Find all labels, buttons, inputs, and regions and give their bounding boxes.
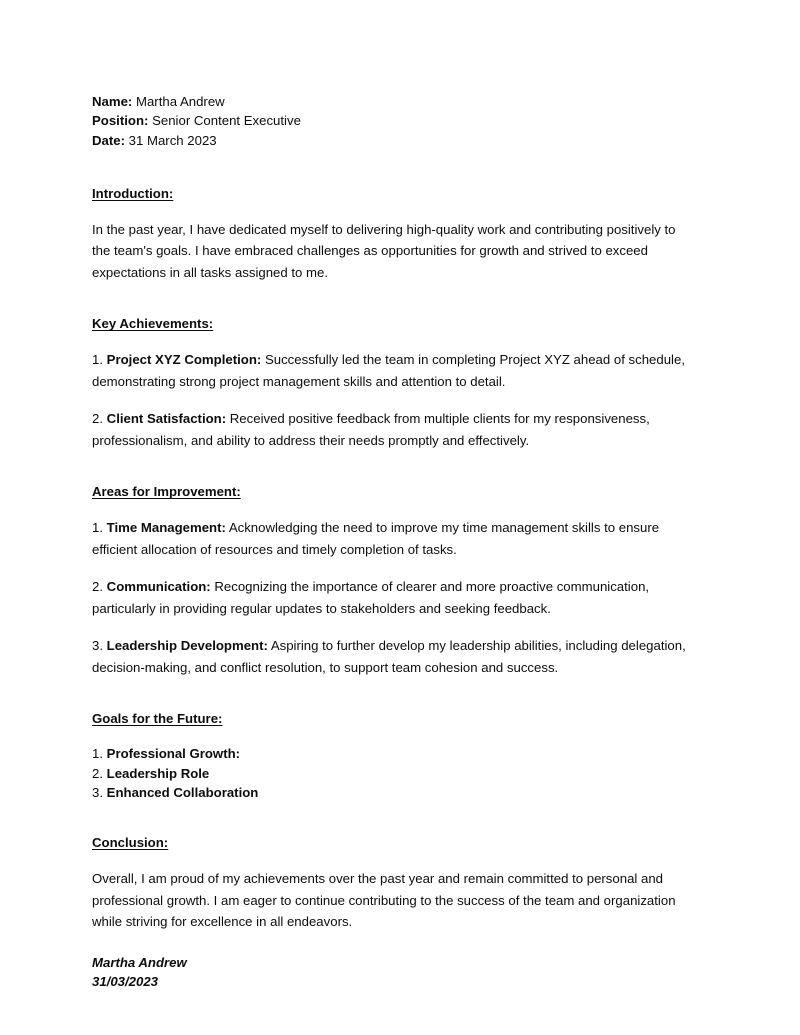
improvement-body: Acknowledging the need to improve my time management skills to ensure efficient allocation of resources and timely completion of tasks. (92, 520, 660, 557)
signature-block (92, 953, 692, 992)
goal-item (92, 744, 692, 763)
conclusion-paragraph: Overall, I am proud of my achievements over the past year and remain committed to personal and professional growth. I am eager to continue contributing to the success of the team and organization while striving for excellence in all endeavors. (92, 871, 676, 930)
section-key-achievements (92, 314, 692, 451)
goal-title: Professional Growth: (106, 746, 241, 762)
meta-label-name: Name: (92, 94, 133, 109)
improvement-body: Recognizing the importance of clearer and more proactive communication, particularly in providing regular updates to stakeholders and seeking feedback. (92, 579, 650, 616)
section-areas-for-improvement (92, 482, 692, 678)
section-heading-goals-for-the-future: Goals for the Future: (92, 711, 223, 727)
meta-label-date: Date: (92, 132, 125, 148)
section-heading-areas-for-improvement: Areas for Improvement: (92, 484, 241, 500)
improvement-item (92, 517, 692, 560)
improvement-item (92, 576, 692, 619)
signature-date: 31/03/2023 (92, 974, 159, 990)
goal-item (92, 783, 692, 802)
goal-number: 3. (92, 784, 103, 800)
goal-title: Leadership Role (106, 765, 210, 781)
section-heading-introduction: Introduction: (92, 185, 174, 201)
meta-line-date (92, 131, 692, 150)
section-heading-key-achievements: Key Achievements: (92, 316, 214, 332)
goal-number: 2. (92, 765, 103, 781)
signature-name: Martha Andrew (92, 954, 187, 970)
improvement-item (92, 635, 692, 678)
meta-value-position: Senior Content Executive (152, 113, 301, 129)
improvement-title: Time Management: (106, 520, 226, 536)
meta-value-date: 31 March 2023 (128, 132, 217, 148)
improvement-number: 3. (92, 638, 103, 654)
key-achievement-item (92, 408, 692, 451)
section-introduction (92, 184, 692, 284)
document-meta-block (92, 92, 692, 150)
goal-item (92, 764, 692, 783)
improvement-number: 2. (92, 579, 103, 595)
improvement-title: Leadership Development: (106, 638, 268, 654)
key-achievement-number: 1. (92, 352, 103, 368)
goal-number: 1. (92, 746, 103, 762)
key-achievement-body: Received positive feedback from multiple clients for my responsiveness, professionalism, and ability to address their needs promptly and effectively. (92, 411, 650, 448)
improvement-body: Aspiring to further develop my leadership abilities, including delegation, decision-making, and conflict resolution, to support team cohesion and success. (92, 638, 686, 675)
meta-line-name (92, 92, 692, 111)
improvement-number: 1. (92, 520, 103, 536)
improvement-title: Communication: (106, 579, 211, 595)
meta-value-name: Martha Andrew (135, 94, 225, 109)
meta-label-position: Position: (92, 113, 149, 129)
section-conclusion (92, 833, 692, 991)
key-achievement-number: 2. (92, 411, 103, 427)
key-achievement-title: Project XYZ Completion: (106, 352, 262, 368)
document-content (92, 92, 692, 991)
introduction-paragraph: In the past year, I have dedicated myself to delivering high-quality work and contributing positively to the team's goals. I have embraced challenges as opportunities for growth and strived to exceed expectations in all tasks assigned to me. (92, 221, 676, 280)
section-heading-conclusion: Conclusion: (92, 835, 169, 851)
section-goals-for-the-future (92, 709, 692, 802)
key-achievement-body: Successfully led the team in completing Project XYZ ahead of schedule, demonstrating strong project management skills and attention to detail. (92, 352, 685, 389)
key-achievement-title: Client Satisfaction: (106, 411, 227, 427)
meta-line-position (92, 111, 692, 130)
goal-title: Enhanced Collaboration (106, 784, 259, 800)
key-achievement-item (92, 349, 692, 392)
